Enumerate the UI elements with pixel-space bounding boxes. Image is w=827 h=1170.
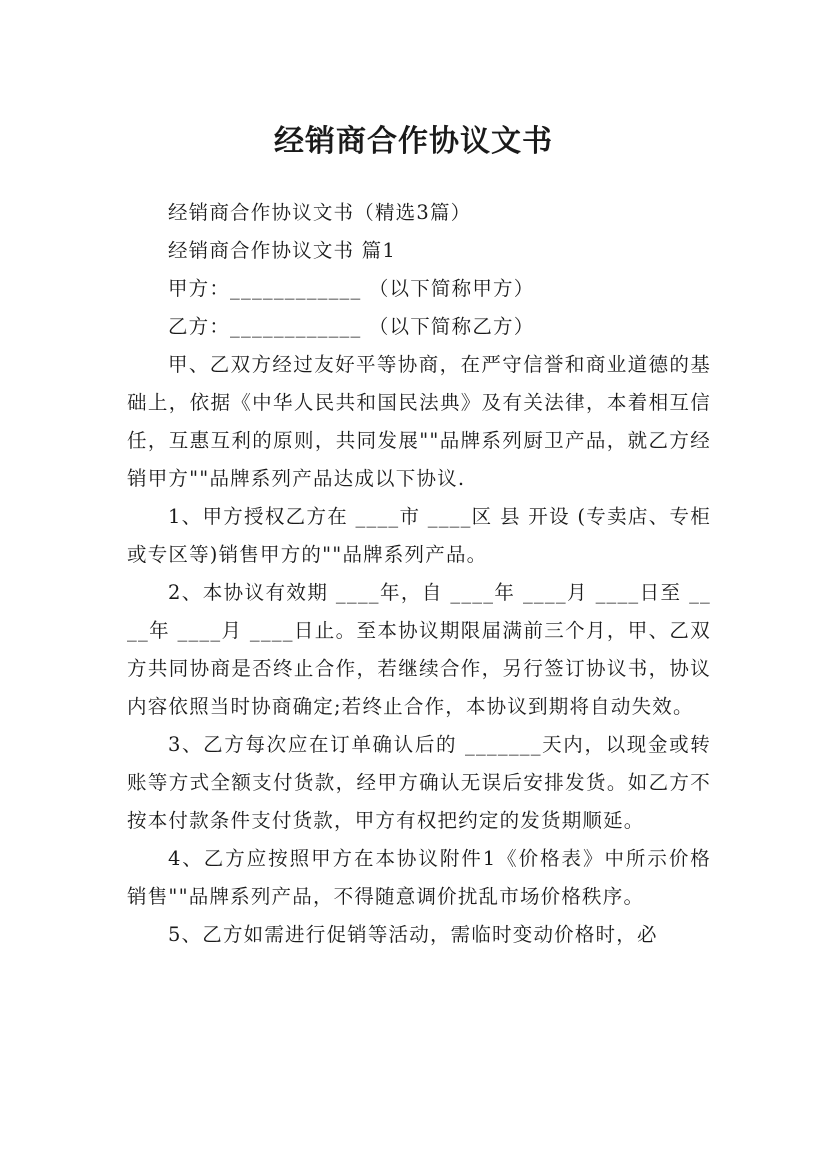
party-a-line: 甲方：____________ （以下简称甲方） <box>167 277 535 300</box>
article-heading: 经销商合作协议文书 篇1 <box>167 239 396 262</box>
clause-2: 2、本协议有效期 ____年，自 ____年 ____月 ____日至 ____年 ____月 ____日止。至本协议期限届满前三个月，甲、乙双方共同协商是否终止合作，若继续合作，另行签订协议书，协议内容依照当时协商确定;若终止合作，本协议到期将自动失效。 <box>127 581 711 718</box>
collection-heading: 经销商合作协议文书（精选3篇） <box>167 201 472 224</box>
preamble-paragraph: 甲、乙双方经过友好平等协商，在严守信誉和商业道德的基础上，依据《中华人民共和国民法典》及有关法律，本着相互信任，互惠互利的原则，共同发展""品牌系列厨卫产品，就乙方经销甲方""品牌系列产品达成以下协议. <box>127 353 711 490</box>
document-title: 经销商合作协议文书 <box>274 124 553 160</box>
clause-4: 4、乙方应按照甲方在本协议附件1《价格表》中所示价格销售""品牌系列产品，不得随意调价扰乱市场价格秩序。 <box>127 847 711 908</box>
clause-5: 5、乙方如需进行促销等活动，需临时变动价格时，必 <box>167 923 658 946</box>
clause-3: 3、乙方每次应在订单确认后的 _______天内，以现金或转账等方式全额支付货款，经甲方确认无误后安排发货。如乙方不按本付款条件支付货款，甲方有权把约定的发货期顺延。 <box>127 733 711 832</box>
clause-1: 1、甲方授权乙方在 ____市 ____区 县 开设 (专卖店、专柜或专区等)销售甲方的""品牌系列产品。 <box>127 505 711 566</box>
party-b-line: 乙方：____________ （以下简称乙方） <box>167 315 535 338</box>
document-body <box>127 194 711 954</box>
